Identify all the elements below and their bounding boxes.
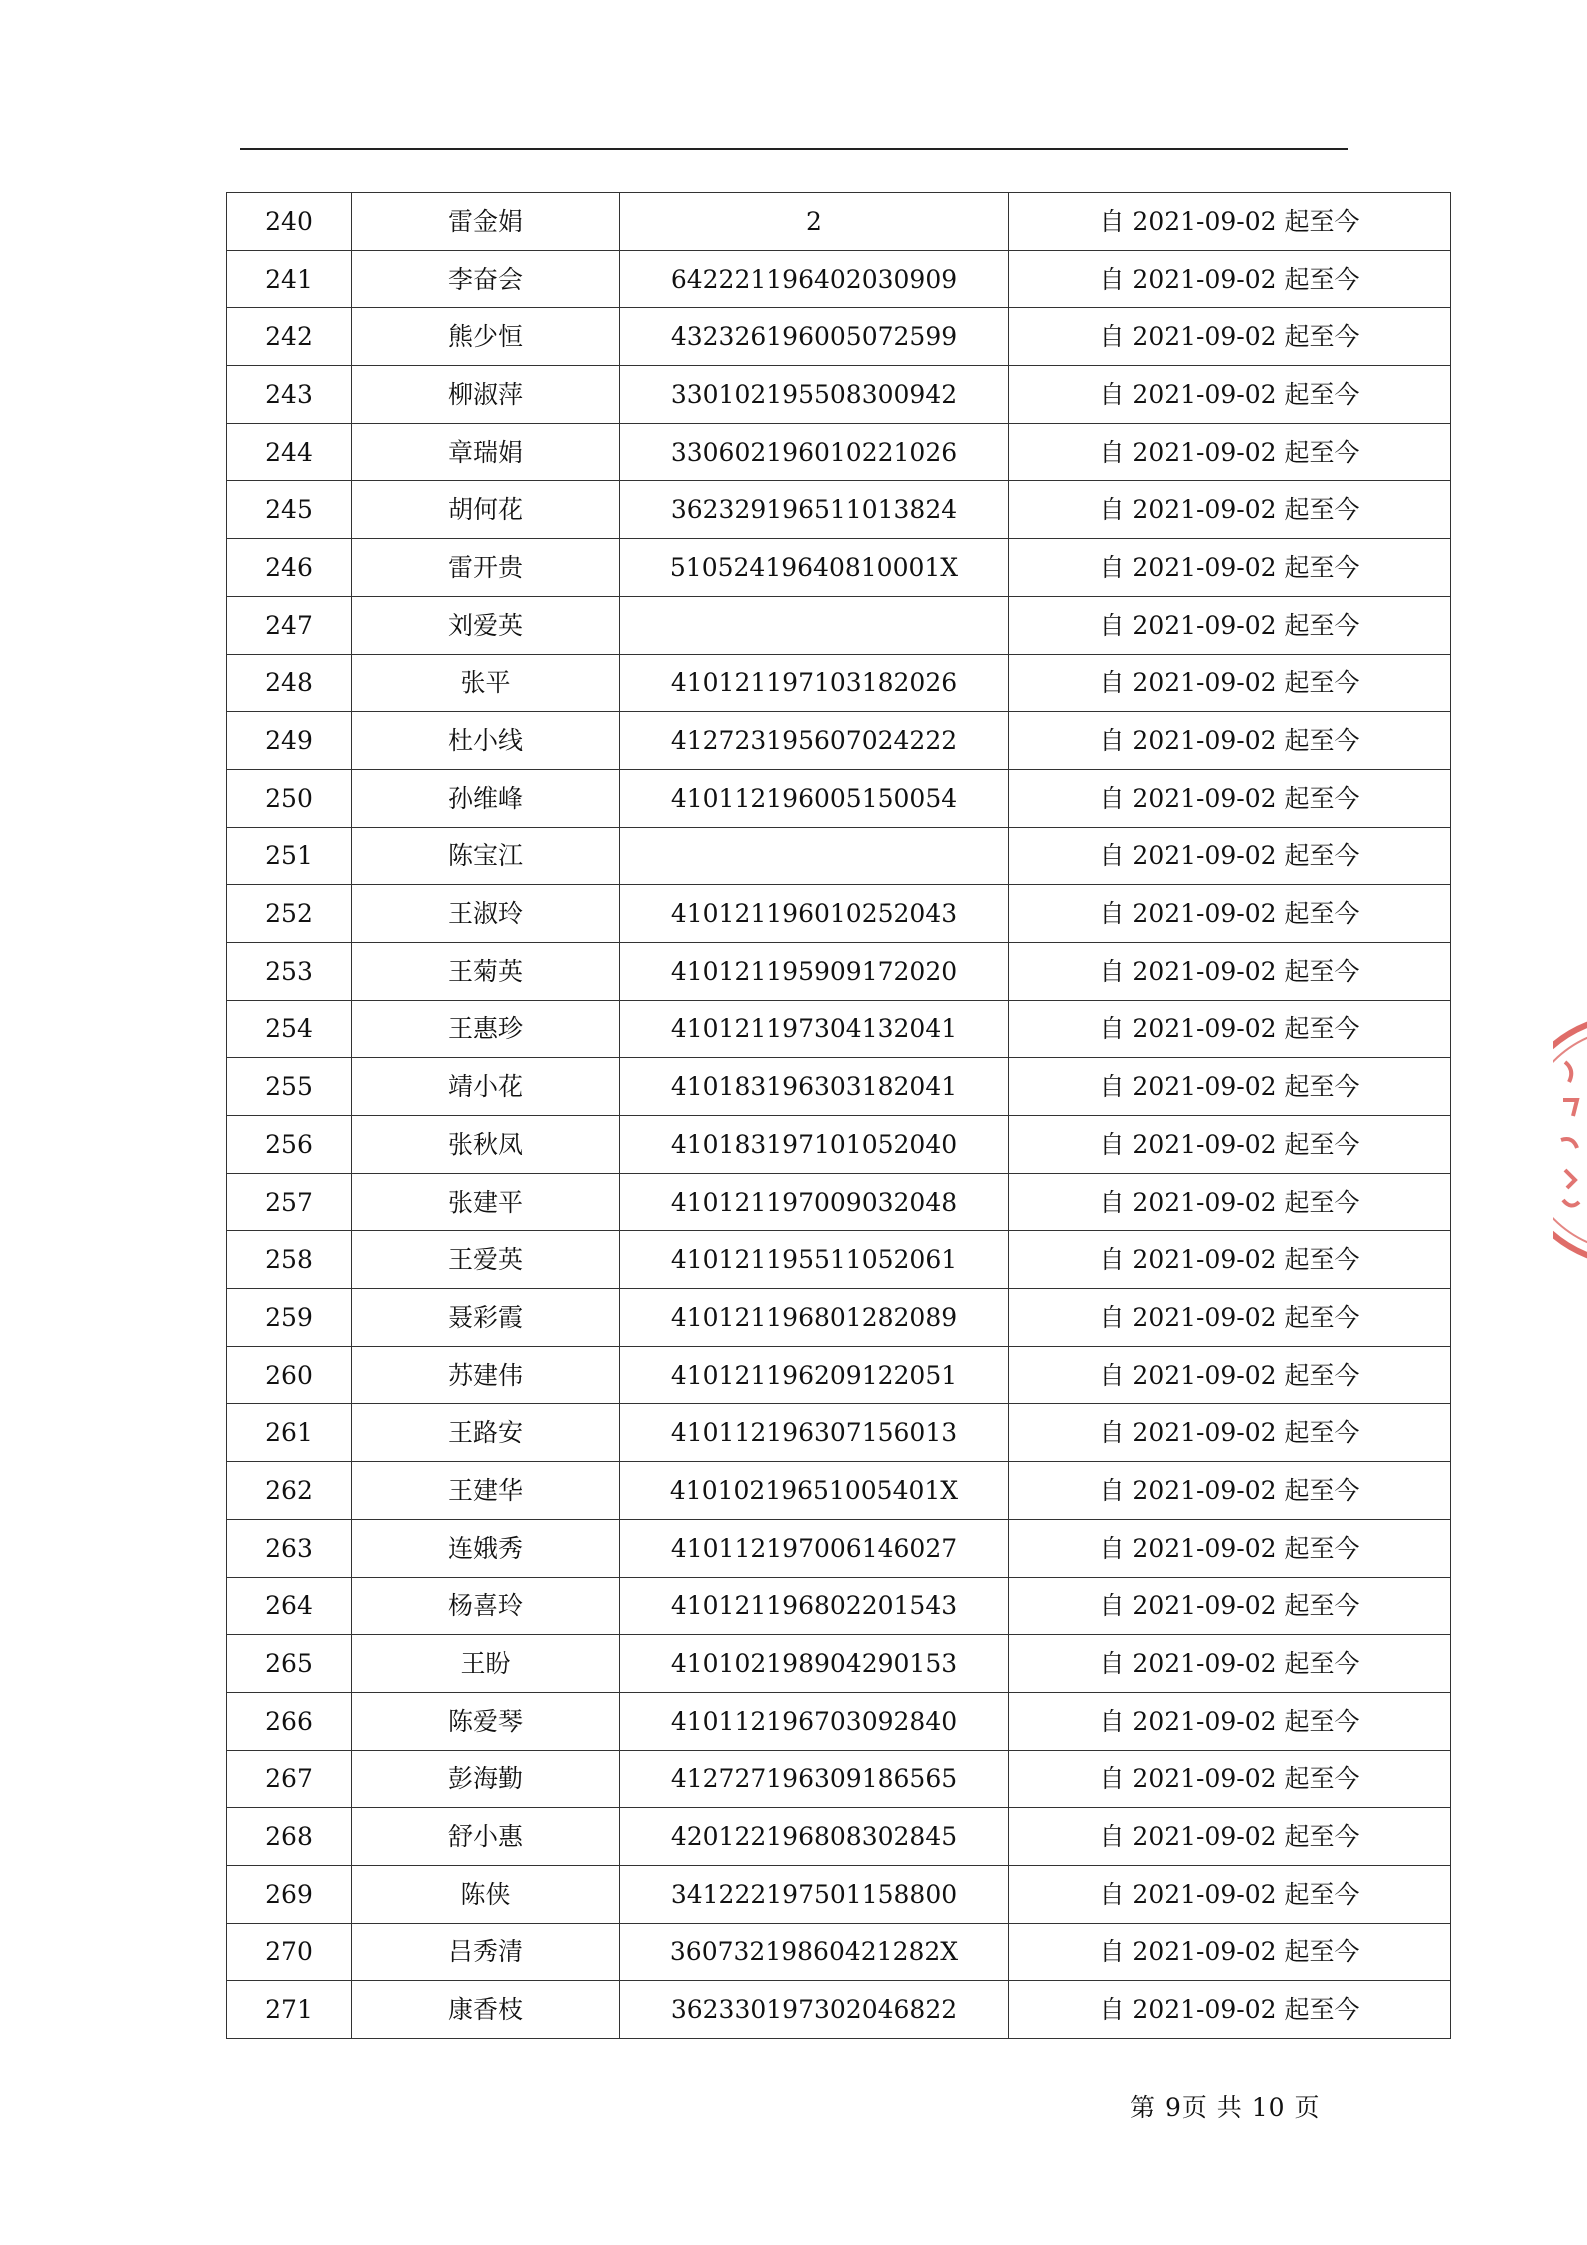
cell-period: 自 2021-09-02 起至今 (1009, 827, 1451, 885)
cell-no: 262 (227, 1462, 352, 1520)
cell-name: 王菊英 (352, 942, 620, 1000)
cell-no: 241 (227, 250, 352, 308)
cell-name: 熊少恒 (352, 308, 620, 366)
cell-name: 王路安 (352, 1404, 620, 1462)
cell-name: 雷开贵 (352, 539, 620, 597)
cell-period: 自 2021-09-02 起至今 (1009, 1346, 1451, 1404)
table-row (227, 1231, 1451, 1289)
cell-name: 靖小花 (352, 1058, 620, 1116)
cell-name: 张建平 (352, 1173, 620, 1231)
cell-period: 自 2021-09-02 起至今 (1009, 423, 1451, 481)
table-row (227, 1462, 1451, 1520)
table-row (227, 423, 1451, 481)
table-row (227, 942, 1451, 1000)
cell-name: 杨喜玲 (352, 1577, 620, 1635)
table-row (227, 366, 1451, 424)
cell-period: 自 2021-09-02 起至今 (1009, 654, 1451, 712)
cell-id: 410121196802201543 (620, 1577, 1009, 1635)
table-row (227, 1923, 1451, 1981)
table-row (227, 1750, 1451, 1808)
cell-no: 244 (227, 423, 352, 481)
cell-id: 362329196511013824 (620, 481, 1009, 539)
cell-name: 张秋凤 (352, 1116, 620, 1174)
cell-period: 自 2021-09-02 起至今 (1009, 1577, 1451, 1635)
cell-no: 254 (227, 1000, 352, 1058)
cell-id: 410183197101052040 (620, 1116, 1009, 1174)
cell-id: 432326196005072599 (620, 308, 1009, 366)
cell-name: 刘爱英 (352, 596, 620, 654)
cell-name: 王惠珍 (352, 1000, 620, 1058)
cell-id: 341222197501158800 (620, 1865, 1009, 1923)
cell-id: 410183196303182041 (620, 1058, 1009, 1116)
cell-id: 412723195607024222 (620, 712, 1009, 770)
table-row (227, 827, 1451, 885)
table-row (227, 1577, 1451, 1635)
cell-no: 266 (227, 1692, 352, 1750)
cell-no: 249 (227, 712, 352, 770)
cell-no: 260 (227, 1346, 352, 1404)
table-row (227, 1808, 1451, 1866)
cell-name: 吕秀清 (352, 1923, 620, 1981)
table-row (227, 539, 1451, 597)
cell-no: 263 (227, 1519, 352, 1577)
roster-body (227, 193, 1451, 2039)
cell-id (620, 827, 1009, 885)
cell-period: 自 2021-09-02 起至今 (1009, 1173, 1451, 1231)
cell-name: 王盼 (352, 1635, 620, 1693)
table-row (227, 1635, 1451, 1693)
cell-no: 270 (227, 1923, 352, 1981)
cell-name: 聂彩霞 (352, 1289, 620, 1347)
cell-id: 51052419640810001X (620, 539, 1009, 597)
cell-id: 330102195508300942 (620, 366, 1009, 424)
table-row (227, 308, 1451, 366)
cell-period: 自 2021-09-02 起至今 (1009, 1692, 1451, 1750)
cell-id: 410121196801282089 (620, 1289, 1009, 1347)
table-row (227, 769, 1451, 827)
cell-no: 243 (227, 366, 352, 424)
table-row (227, 1289, 1451, 1347)
cell-no: 247 (227, 596, 352, 654)
cell-period: 自 2021-09-02 起至今 (1009, 193, 1451, 251)
cell-period: 自 2021-09-02 起至今 (1009, 250, 1451, 308)
cell-name: 舒小惠 (352, 1808, 620, 1866)
cell-id: 420122196808302845 (620, 1808, 1009, 1866)
cell-period: 自 2021-09-02 起至今 (1009, 1462, 1451, 1520)
table-row (227, 1116, 1451, 1174)
cell-name: 李奋会 (352, 250, 620, 308)
cell-id: 2 (620, 193, 1009, 251)
cell-period: 自 2021-09-02 起至今 (1009, 942, 1451, 1000)
header-rule (240, 148, 1348, 150)
cell-id: 412727196309186565 (620, 1750, 1009, 1808)
roster-table (226, 192, 1451, 2039)
cell-name: 杜小线 (352, 712, 620, 770)
cell-name: 雷金娟 (352, 193, 620, 251)
table-row (227, 1346, 1451, 1404)
table-row (227, 712, 1451, 770)
cell-name: 康香枝 (352, 1981, 620, 2039)
table-row (227, 1865, 1451, 1923)
cell-id: 410121197304132041 (620, 1000, 1009, 1058)
cell-period: 自 2021-09-02 起至今 (1009, 1519, 1451, 1577)
cell-id: 36073219860421282X (620, 1923, 1009, 1981)
cell-no: 256 (227, 1116, 352, 1174)
seal-fragment-icon (1553, 1000, 1587, 1280)
cell-period: 自 2021-09-02 起至今 (1009, 769, 1451, 827)
table-row (227, 885, 1451, 943)
cell-period: 自 2021-09-02 起至今 (1009, 885, 1451, 943)
cell-period: 自 2021-09-02 起至今 (1009, 1923, 1451, 1981)
table-row (227, 596, 1451, 654)
cell-period: 自 2021-09-02 起至今 (1009, 366, 1451, 424)
cell-id: 410112196307156013 (620, 1404, 1009, 1462)
page-number: 第 9页 共 10 页 (1130, 2093, 1321, 2122)
cell-id: 410112196703092840 (620, 1692, 1009, 1750)
cell-no: 253 (227, 942, 352, 1000)
cell-name: 陈宝江 (352, 827, 620, 885)
cell-no: 265 (227, 1635, 352, 1693)
cell-period: 自 2021-09-02 起至今 (1009, 1808, 1451, 1866)
cell-id: 410121197103182026 (620, 654, 1009, 712)
cell-name: 苏建伟 (352, 1346, 620, 1404)
cell-id (620, 596, 1009, 654)
table-row (227, 1404, 1451, 1462)
cell-no: 269 (227, 1865, 352, 1923)
table-row (227, 193, 1451, 251)
cell-name: 章瑞娟 (352, 423, 620, 481)
table-row (227, 1058, 1451, 1116)
cell-no: 252 (227, 885, 352, 943)
cell-period: 自 2021-09-02 起至今 (1009, 1058, 1451, 1116)
cell-no: 242 (227, 308, 352, 366)
cell-id: 642221196402030909 (620, 250, 1009, 308)
table-row (227, 1000, 1451, 1058)
table-row (227, 1519, 1451, 1577)
cell-no: 240 (227, 193, 352, 251)
cell-name: 陈侠 (352, 1865, 620, 1923)
cell-no: 250 (227, 769, 352, 827)
cell-id: 410121195511052061 (620, 1231, 1009, 1289)
cell-name: 王爱英 (352, 1231, 620, 1289)
cell-name: 陈爱琴 (352, 1692, 620, 1750)
table-row (227, 1173, 1451, 1231)
cell-period: 自 2021-09-02 起至今 (1009, 712, 1451, 770)
cell-no: 268 (227, 1808, 352, 1866)
cell-no: 251 (227, 827, 352, 885)
cell-id: 410121195909172020 (620, 942, 1009, 1000)
cell-id: 410121196209122051 (620, 1346, 1009, 1404)
table-row (227, 250, 1451, 308)
cell-no: 255 (227, 1058, 352, 1116)
cell-id: 410102198904290153 (620, 1635, 1009, 1693)
cell-period: 自 2021-09-02 起至今 (1009, 539, 1451, 597)
cell-name: 王建华 (352, 1462, 620, 1520)
cell-no: 261 (227, 1404, 352, 1462)
cell-name: 彭海勤 (352, 1750, 620, 1808)
cell-id: 410121196010252043 (620, 885, 1009, 943)
cell-name: 连娥秀 (352, 1519, 620, 1577)
cell-id: 41010219651005401X (620, 1462, 1009, 1520)
cell-period: 自 2021-09-02 起至今 (1009, 1289, 1451, 1347)
table-row (227, 654, 1451, 712)
cell-no: 259 (227, 1289, 352, 1347)
cell-period: 自 2021-09-02 起至今 (1009, 1231, 1451, 1289)
cell-no: 246 (227, 539, 352, 597)
cell-period: 自 2021-09-02 起至今 (1009, 1750, 1451, 1808)
cell-period: 自 2021-09-02 起至今 (1009, 308, 1451, 366)
cell-no: 258 (227, 1231, 352, 1289)
cell-no: 271 (227, 1981, 352, 2039)
cell-no: 264 (227, 1577, 352, 1635)
cell-period: 自 2021-09-02 起至今 (1009, 481, 1451, 539)
cell-period: 自 2021-09-02 起至今 (1009, 1981, 1451, 2039)
cell-no: 245 (227, 481, 352, 539)
cell-period: 自 2021-09-02 起至今 (1009, 1404, 1451, 1462)
cell-period: 自 2021-09-02 起至今 (1009, 1865, 1451, 1923)
cell-period: 自 2021-09-02 起至今 (1009, 596, 1451, 654)
cell-id: 362330197302046822 (620, 1981, 1009, 2039)
cell-no: 248 (227, 654, 352, 712)
table-row (227, 481, 1451, 539)
cell-period: 自 2021-09-02 起至今 (1009, 1635, 1451, 1693)
cell-name: 孙维峰 (352, 769, 620, 827)
cell-name: 胡何花 (352, 481, 620, 539)
red-seal-icon (1553, 1000, 1587, 1280)
table-row (227, 1981, 1451, 2039)
cell-id: 410121197009032048 (620, 1173, 1009, 1231)
cell-name: 王淑玲 (352, 885, 620, 943)
cell-no: 267 (227, 1750, 352, 1808)
table-row (227, 1692, 1451, 1750)
cell-no: 257 (227, 1173, 352, 1231)
cell-name: 张平 (352, 654, 620, 712)
cell-id: 330602196010221026 (620, 423, 1009, 481)
cell-id: 410112196005150054 (620, 769, 1009, 827)
cell-period: 自 2021-09-02 起至今 (1009, 1116, 1451, 1174)
cell-name: 柳淑萍 (352, 366, 620, 424)
cell-period: 自 2021-09-02 起至今 (1009, 1000, 1451, 1058)
cell-id: 410112197006146027 (620, 1519, 1009, 1577)
